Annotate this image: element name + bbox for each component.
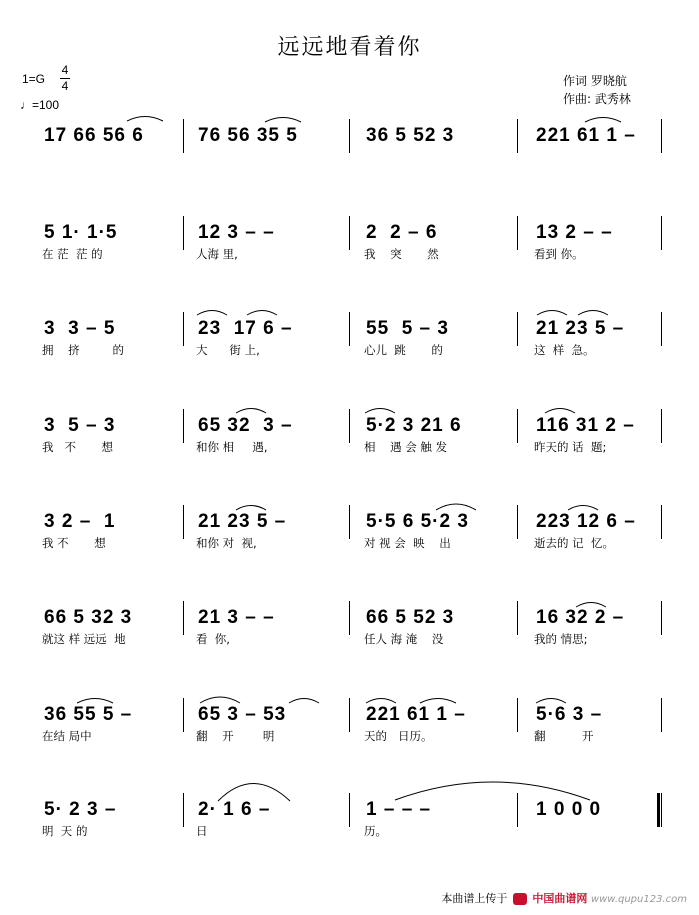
measure-notes: 66 5 52 3 [366,607,455,628]
measure-notes: 3 3 – 5 [44,318,116,339]
measure-notes: 5·5 6 5·2 3 [366,511,469,532]
measure-notes: 36 5 52 3 [366,125,455,146]
measure-notes: 23 17 6 – [198,318,293,339]
measure-notes: 221 61 1 – [536,125,636,146]
measure-notes: 5·6 3 – [536,704,603,725]
measure-lyrics: 在结 局中 [42,729,92,743]
tempo-marking: ♩=100 [20,98,60,112]
measure-lyrics: 翻 开 [534,729,594,743]
measure-lyrics: 这 样 急。 [534,343,595,357]
measure-lyrics: 昨天的 话 题; [534,440,607,454]
measure-notes: 3 2 – 1 [44,511,116,532]
measure-notes: 5 1· 1·5 [44,222,118,243]
measure-lyrics: 翻 开 明 [196,729,275,743]
song-title: 远远地看着你 [277,35,422,60]
measure-notes: 1 – – – [366,799,432,820]
site-logo-icon [513,893,527,905]
measure-notes: 55 5 – 3 [366,318,449,339]
measure-lyrics: 对 视 会 映 出 [364,536,451,550]
measure-lyrics: 我 不 想 [42,440,114,454]
footer [441,890,687,906]
measure-lyrics: 拥 挤 的 [42,343,125,357]
measure-notes: 16 32 2 – [536,607,625,628]
measure-notes: 36 55 5 – [44,704,133,725]
measure-notes: 5·2 3 21 6 [366,415,462,436]
measure-notes: 3 5 – 3 [44,415,116,436]
measure-notes: 21 23 5 – [536,318,625,339]
measure-notes: 1 0 0 0 [536,799,602,820]
measure-lyrics: 人海 里, [196,247,238,261]
measure-notes: 65 3 – 53 [198,704,287,725]
measure-lyrics: 任人 海 淹 没 [364,632,444,646]
site-url: www.qupu123.com [590,894,687,905]
measure-notes: 2 2 – 6 [366,222,438,243]
measure-notes: 21 23 5 – [198,511,287,532]
measure-notes: 76 56 35 5 [198,125,298,146]
measure-lyrics: 逝去的 记 忆。 [534,536,614,550]
measure-lyrics: 心儿 跳 的 [364,343,443,357]
lyricist-credit: 作词 罗晓航 [563,74,627,88]
measure-lyrics: 日 [196,824,208,838]
measure-lyrics: 和你 对 视, [196,536,257,550]
measure-notes: 12 3 – – [198,222,275,243]
measure-notes: 2· 1 6 – [198,799,271,820]
measure-notes: 21 3 – – [198,607,275,628]
measure-notes: 116 31 2 – [536,415,635,436]
measure-lyrics: 我 不 想 [42,536,106,550]
measure-lyrics: 和你 相 遇, [196,440,268,454]
measure-notes: 13 2 – – [536,222,613,243]
measure-notes: 5· 2 3 – [44,799,117,820]
measure-notes: 221 61 1 – [366,704,466,725]
measure-lyrics: 相 遇 会 触 发 [364,440,448,454]
measure-lyrics: 看 你, [196,632,230,646]
measure-notes: 66 5 32 3 [44,607,133,628]
time-signature-top: 4 [61,63,69,77]
measure-notes: 65 32 3 – [198,415,293,436]
measure-lyrics: 就这 样 远远 地 [42,632,126,646]
site-name: 中国曲谱网 [532,892,588,905]
composer-credit: 作曲: 武秀林 [563,92,631,106]
measure-lyrics: 明 天 的 [42,824,88,838]
time-signature-bottom: 4 [61,79,69,93]
key-signature: 1=G [22,72,46,86]
measure-lyrics: 看到 你。 [534,247,584,261]
measure-notes: 17 66 56 6 [44,125,144,146]
measure-lyrics: 我的 情思; [534,632,588,646]
footer-text: 本曲谱上传于 [441,892,508,905]
measure-lyrics: 我 突 然 [364,247,439,261]
measure-lyrics: 大 街 上, [196,343,260,357]
measure-notes: 223 12 6 – [536,511,636,532]
measure-lyrics: 历。 [364,824,387,838]
measure-lyrics: 在 茫 茫 的 [42,247,103,261]
measure-lyrics: 天的 日历。 [364,729,433,743]
